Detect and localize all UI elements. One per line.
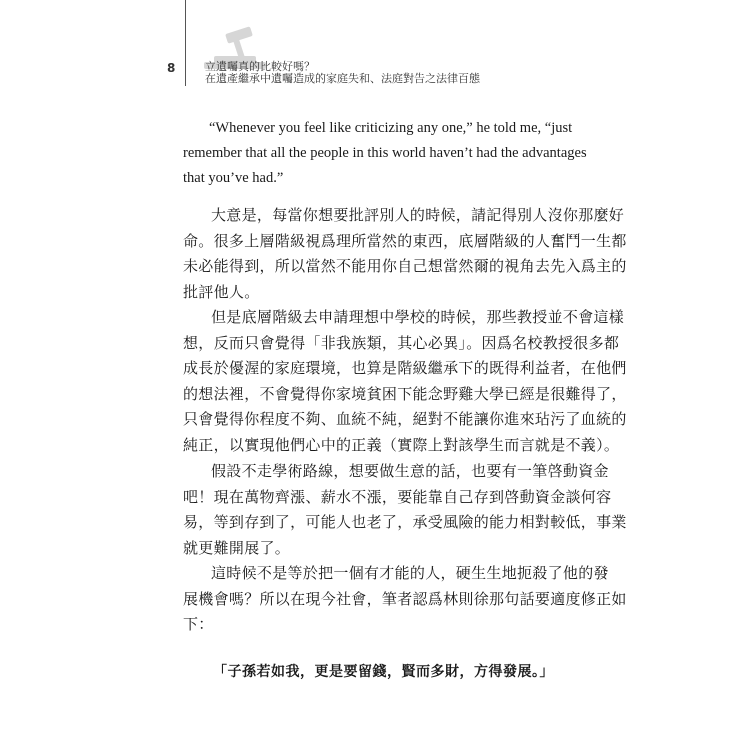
english-quote-line: “Whenever you feel like criticizing any one,” he told me, “just [209, 120, 573, 136]
paragraph-line: 大意是，每當你想要批評別人的時候，請記得別人沒你那麼好 [211, 206, 625, 224]
paragraph-line: 假設不走學術路線，想要做生意的話，也要有一筆啓動資金 [211, 462, 609, 480]
page-number: 8 [167, 61, 176, 75]
paragraph-line: 展機會嗎？所以在現今社會，筆者認爲林則徐那句話要適度修正如 [183, 589, 627, 608]
paragraph-line: 命。很多上層階級視爲理所當然的東西，底層階級的人奮鬥一生都 [183, 231, 627, 250]
paragraph [183, 459, 627, 561]
paragraph-line: 下： [183, 615, 214, 633]
paragraph-line: 易，等到存到了，可能人也老了，承受風險的能力相對較低，事業 [183, 513, 627, 531]
running-header-title: 立遺囑真的比較好嗎？ [205, 60, 315, 73]
paragraph-line: 的想法裡，不會覺得你家境貧困下能念野雞大學已經是很難得了， [183, 384, 627, 403]
english-quote-line: remember that all the people in this world haven’t had the advantages [183, 145, 587, 161]
paragraph-line: 吧！現在萬物齊漲、薪水不漲，要能靠自己存到啓動資金談何容 [183, 487, 612, 506]
paragraph-line: 只會覺得你程度不夠、血統不純，絕對不能讓你進來玷污了血統的 [183, 410, 627, 428]
header-divider [185, 0, 186, 86]
english-quote-line: that you’ve had.” [183, 170, 284, 186]
english-quote [183, 116, 587, 191]
paragraph-line: 成長於優渥的家庭環境，也算是階級繼承下的既得利益者，在他們 [183, 359, 627, 377]
paragraph-line: 這時候不是等於把一個有才能的人，硬生生地扼殺了他的發 [211, 564, 609, 582]
paragraph-line: 就更難開展了。 [183, 538, 291, 557]
paragraph-line: 想，反而只會覺得「非我族類，其心必異」。因爲名校教授很多都 [183, 333, 620, 352]
paragraph [183, 561, 627, 638]
closing-quote: 「子孫若如我，更是要留錢，賢而多財，方得發展。」 [213, 664, 554, 680]
paragraph-line: 但是底層階級去申請理想中學校的時候，那些教授並不會這樣 [211, 308, 625, 326]
paragraph [183, 203, 627, 305]
running-header-subtitle: 在遺產繼承中遺囑造成的家庭失和、法庭對告之法律百態 [205, 72, 480, 85]
paragraph-line: 未必能得到，所以當然不能用你自己想當然爾的視角去先入爲主的 [183, 257, 627, 275]
paragraph-line: 純正，以實現他們心中的正義（實際上對該學生而言就是不義）。 [183, 435, 620, 454]
paragraph [183, 305, 627, 458]
paragraph-line: 批評他人。 [183, 282, 260, 301]
